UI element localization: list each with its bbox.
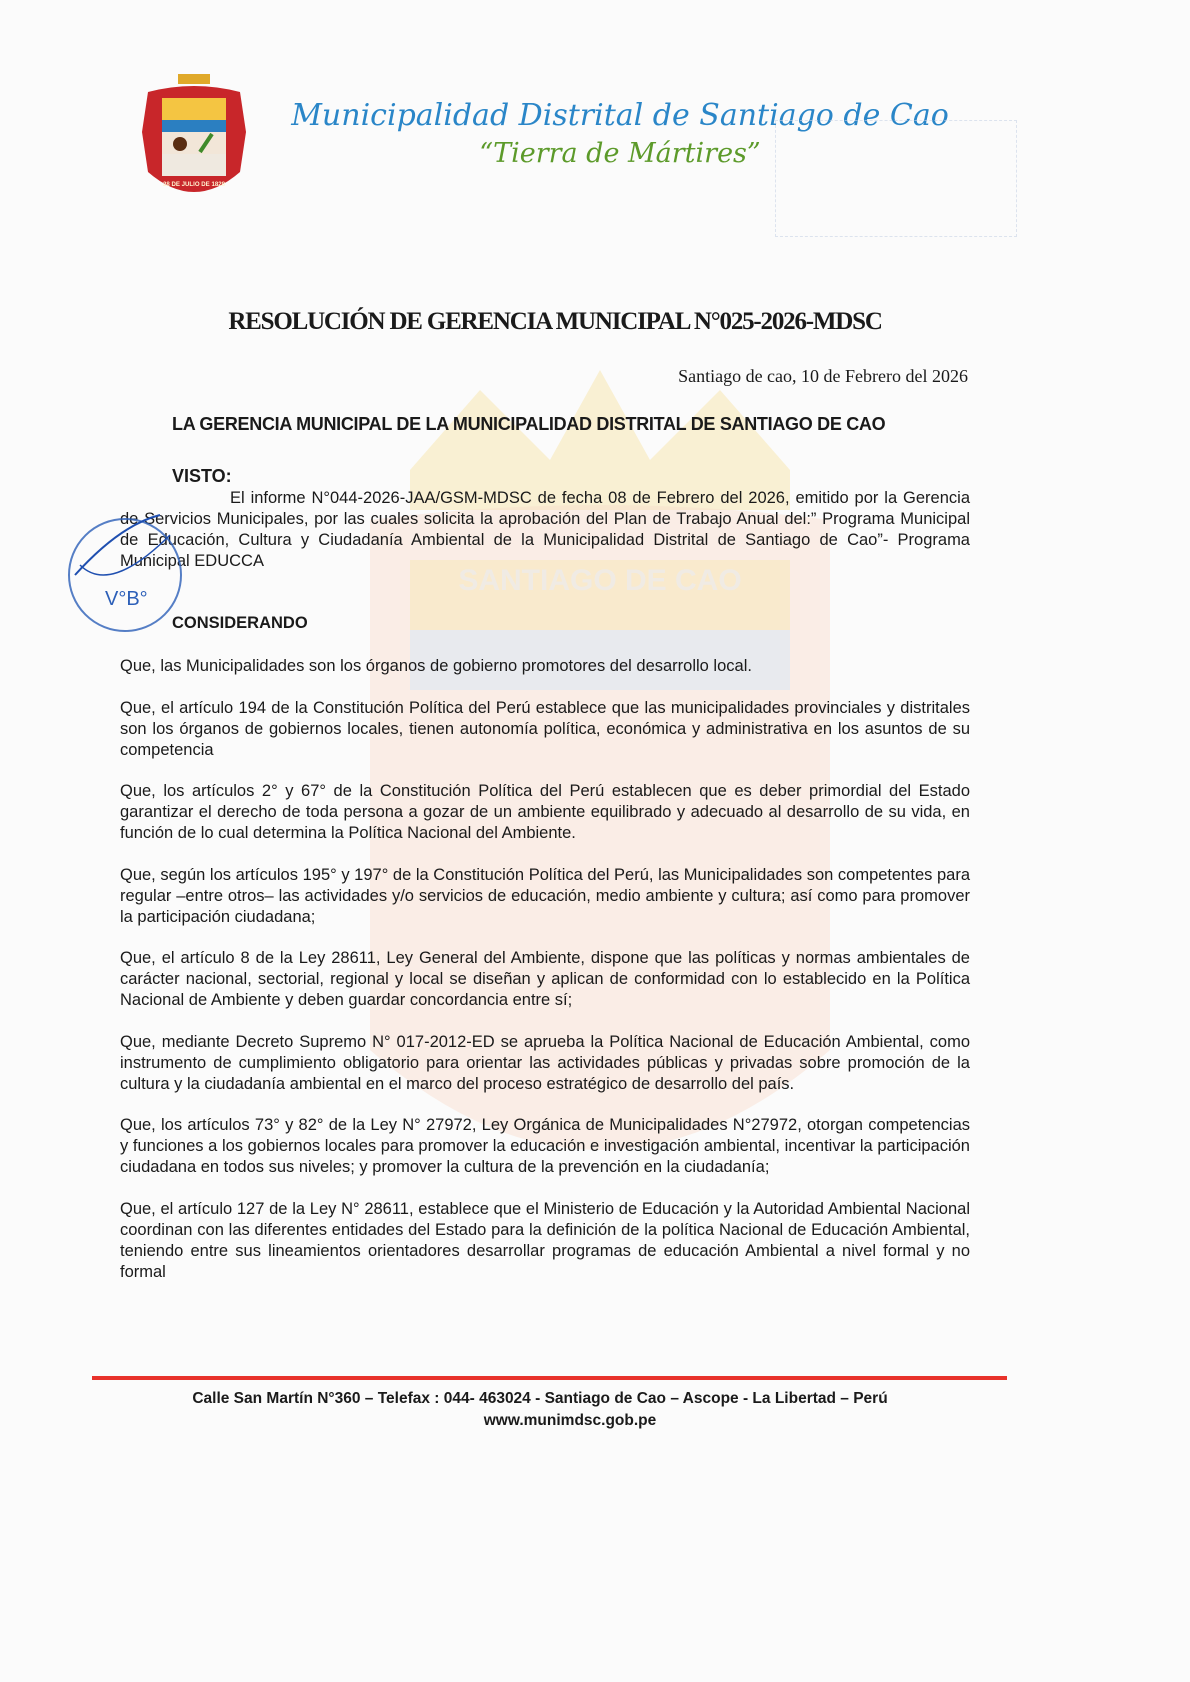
municipal-crest-logo (140, 72, 248, 204)
considerando-body (120, 656, 970, 1303)
municipality-name: Municipalidad Distrital de Santiago de Cao (291, 98, 949, 133)
visto-text: El informe N°044-2026-JAA/GSM-MDSC de fecha 08 de Febrero del 2026, emitido por la Gerencia de Servicios Municipales, por las cuales solicita la aprobación del Plan de Trabajo Anual del:” Programa Municipal de Educación, Cultura y Ciudadanía Ambiental de la Municipalidad Distrital de Santiago de Cao”- Programa Municipal EDUCCA (120, 489, 970, 570)
vb-approval-stamp (60, 505, 190, 635)
paragraph: Que, según los artículos 195° y 197° de la Constitución Política del Perú, las Municipalidades son competentes para regular –entre otros– las actividades y/o servicios de educación, medio ambiente y cultura; así como para promover la participación ciudadana; (120, 865, 970, 926)
vb-text: V°B° (105, 588, 148, 610)
considerando-label: CONSIDERANDO (172, 614, 308, 632)
visto-label: VISTO: (172, 466, 232, 486)
reception-stamp (775, 120, 1017, 237)
document-date: Santiago de cao, 10 de Febrero del 2026 (678, 366, 968, 386)
footer-website: www.munimdsc.gob.pe (483, 1412, 657, 1429)
paragraph: Que, el artículo 194 de la Constitución Política del Perú establece que las municipalidades provinciales y distritales son los órganos de gobiernos locales, tienen autonomía política, económica y administrativa en los asuntos de su competencia (120, 698, 970, 759)
paragraph: Que, los artículos 73° y 82° de la Ley N° 27972, Ley Orgánica de Municipalidades N°27972, otorgan competencias y funciones a los gobiernos locales para promover la educación e investigación ambiental, incentivar la participación ciudadana en todos sus niveles; y promover la cultura de la prevención en la ciudadanía; (120, 1116, 970, 1176)
footer-address: Calle San Martín N°360 – Telefax : 044- 463024 - Santiago de Cao – Ascope - La Libertad – Perú (192, 1390, 888, 1407)
paragraph: Que, mediante Decreto Supremo N° 017-2012-ED se aprueba la Política Nacional de Educación Ambiental, como instrumento de cumplimiento obligatorio para orientar las actividades públicas y privadas sobre promoción de la cultura y la ciudadanía ambiental en el marco del proceso estratégico de desarrollo del país. (120, 1032, 970, 1093)
footer-divider (92, 1376, 1007, 1380)
municipality-motto: “Tierra de Mártires” (479, 138, 761, 169)
paragraph: Que, el artículo 8 de la Ley 28611, Ley General del Ambiente, dispone que las políticas y normas ambientales de carácter nacional, sectorial, regional y local se diseñan y aplican de conformidad con lo establecido en la Política Nacional de Ambiente y deben guardar concordancia entre sí; (120, 949, 970, 1009)
watermark-text: SANTIAGO DE CAO (458, 564, 742, 597)
resolution-title: RESOLUCIÓN DE GERENCIA MUNICIPAL N°025-2026-MDSC (228, 308, 882, 335)
issuing-authority-heading: LA GERENCIA MUNICIPAL DE LA MUNICIPALIDAD DISTRITAL DE SANTIAGO DE CAO (172, 414, 886, 434)
paragraph: Que, los artículos 2° y 67° de la Constitución Política del Perú establecen que es deber primordial del Estado garantizar el derecho de toda persona a gozar de un ambiente equilibrado y adecuado al desarrollo de su vida, en función de lo cual determina la Política Nacional del Ambiente. (120, 782, 970, 842)
crest-bottom-text: 28 DE JULIO DE 1828 (163, 182, 226, 188)
paragraph: Que, el artículo 127 de la Ley N° 28611, establece que el Ministerio de Educación y la Autoridad Ambiental Nacional coordinan con las diferentes entidades del Estado para la definición de la política Nacional de Educación Ambiental, teniendo entre sus lineamientos orientadores desarrollar programas de educación Ambiental a nivel formal y no formal (120, 1199, 970, 1281)
paragraph: Que, las Municipalidades son los órganos de gobierno promotores del desarrollo local. (120, 657, 752, 675)
